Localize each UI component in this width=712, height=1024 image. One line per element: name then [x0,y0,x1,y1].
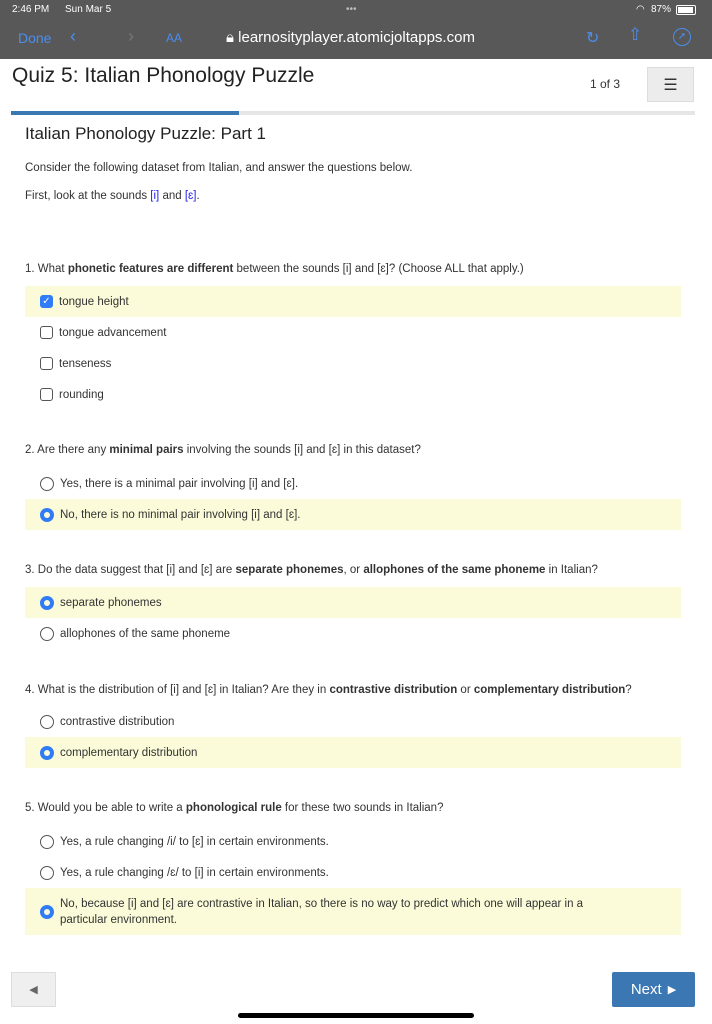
radio-icon[interactable] [40,627,54,641]
option-label: separate phonemes [60,596,162,609]
url-text: learnosityplayer.atomicjoltapps.com [238,29,475,46]
q5-option[interactable] [25,888,681,935]
option-label: rounding [59,388,104,401]
q-bold: complementary distribution [473,684,626,696]
q-text: 4. What is the distribution of [i] and [ɛ] in Italian? Are they in [25,684,330,696]
option-label: tongue advancement [59,326,167,339]
q-text: , or [343,564,364,576]
battery-icon [676,5,696,15]
next-label: Next [630,981,662,998]
q1-option[interactable] [25,286,681,317]
radio-selected-icon[interactable] [40,508,54,522]
status-bar [0,0,712,20]
forward-icon[interactable]: › [128,26,134,46]
q1-option[interactable] [25,317,681,348]
q-bold: phonological rule [185,802,282,814]
next-button[interactable] [612,972,695,1007]
intro-text: Consider the following dataset from Italian, and answer the questions below. [25,162,413,174]
q-text: 5. Would you be able to write a [25,802,186,814]
q-bold: minimal pairs [109,444,184,456]
q-text: 1. What [25,263,68,275]
multitask-dots[interactable]: ••• [346,4,357,15]
radio-icon[interactable] [40,866,54,880]
look-text [25,190,200,202]
radio-icon[interactable] [40,477,54,491]
radio-icon[interactable] [40,715,54,729]
status-date: Sun Mar 5 [65,4,112,15]
option-label: Yes, a rule changing /ɛ/ to [i] in certain environments. [60,866,329,879]
ipa-e-link[interactable]: [ɛ] [184,190,197,202]
option-label: No, because [i] and [ɛ] are contrastive in Italian, so there is no way to predict which one will appear in a particular environment. [60,897,584,926]
option-label: Yes, there is a minimal pair involving [i] and [ɛ]. [60,477,299,490]
status-time: 2:46 PM [12,4,50,15]
caret-left-icon: ◀ [29,984,38,996]
q-bold: allophones of the same phoneme [363,564,546,576]
item-list-button[interactable] [647,67,694,102]
checkbox-checked-icon[interactable]: ✓ [40,295,53,308]
compass-icon[interactable]: ➚ [673,28,691,46]
lock-icon: 🔒︎ [226,29,239,46]
checkbox-icon[interactable] [40,388,53,401]
period: . [196,190,200,202]
q4-option[interactable] [25,737,681,768]
back-icon[interactable]: ‹ [70,26,76,46]
section-title: Italian Phonology Puzzle: Part 1 [25,124,266,143]
option-label: Yes, a rule changing /i/ to [ɛ] in certain environments. [60,835,329,848]
radio-selected-icon[interactable] [40,746,54,760]
browser-toolbar [0,20,712,59]
battery-percent: 87% [651,4,672,15]
option-label: allophones of the same phoneme [60,627,231,640]
q-bold: contrastive distribution [329,684,458,696]
previous-button[interactable] [11,972,56,1007]
look-prefix: First, look at the sounds [25,190,151,202]
option-label: tenseness [59,357,112,370]
q-text: ? [625,684,632,696]
question-1 [25,263,524,275]
option-label: tongue height [59,295,129,308]
checkbox-icon[interactable] [40,357,53,370]
radio-selected-icon[interactable] [40,596,54,610]
q-text: 2. Are there any [25,444,110,456]
radio-icon[interactable] [40,835,54,849]
q3-option[interactable] [25,618,681,649]
quiz-title: Quiz 5: Italian Phonology Puzzle [12,64,315,87]
q2-option[interactable] [25,468,681,499]
caret-right-icon: ▶ [667,984,677,996]
text-size-button[interactable]: AA [166,31,183,45]
list-icon: ☰ [663,76,678,94]
q-text: for these two sounds in Italian? [281,802,444,814]
question-5 [25,802,443,814]
q2-option[interactable] [25,499,681,530]
q4-option[interactable] [25,706,681,737]
q-text: or [457,684,474,696]
ipa-i-link[interactable]: [i] [150,190,160,202]
address-bar[interactable] [226,29,475,46]
q-text: involving the sounds [i] and [ɛ] in this dataset? [183,444,421,456]
option-label: No, there is no minimal pair involving [i] and [ɛ]. [60,508,301,521]
q1-option[interactable] [25,348,681,379]
checkbox-icon[interactable] [40,326,53,339]
q1-option[interactable] [25,379,681,410]
progress-bar [11,111,695,115]
q5-option[interactable] [25,857,681,888]
q-text: in Italian? [545,564,598,576]
option-label: contrastive distribution [60,715,175,728]
q-bold: phonetic features are different [67,263,234,275]
done-button[interactable]: Done [18,30,52,46]
q5-option[interactable] [25,826,681,857]
question-4 [25,684,632,696]
reload-icon[interactable]: ↻ [586,30,600,47]
q-bold: separate phonemes [235,564,344,576]
wifi-icon: ◠ [636,4,645,15]
q3-option[interactable] [25,587,681,618]
question-2 [25,444,421,456]
q-text: between the sounds [i] and [ɛ]? (Choose ALL that apply.) [233,263,524,275]
page-count: 1 of 3 [590,77,621,91]
radio-selected-icon[interactable] [40,905,54,919]
and-text: and [159,190,185,202]
option-label: complementary distribution [60,746,198,759]
home-indicator[interactable] [238,1013,474,1018]
progress-fill [11,111,239,115]
q-text: 3. Do the data suggest that [i] and [ɛ] are [25,564,236,576]
share-icon[interactable]: ⇧ [628,25,643,44]
question-3 [25,564,598,576]
